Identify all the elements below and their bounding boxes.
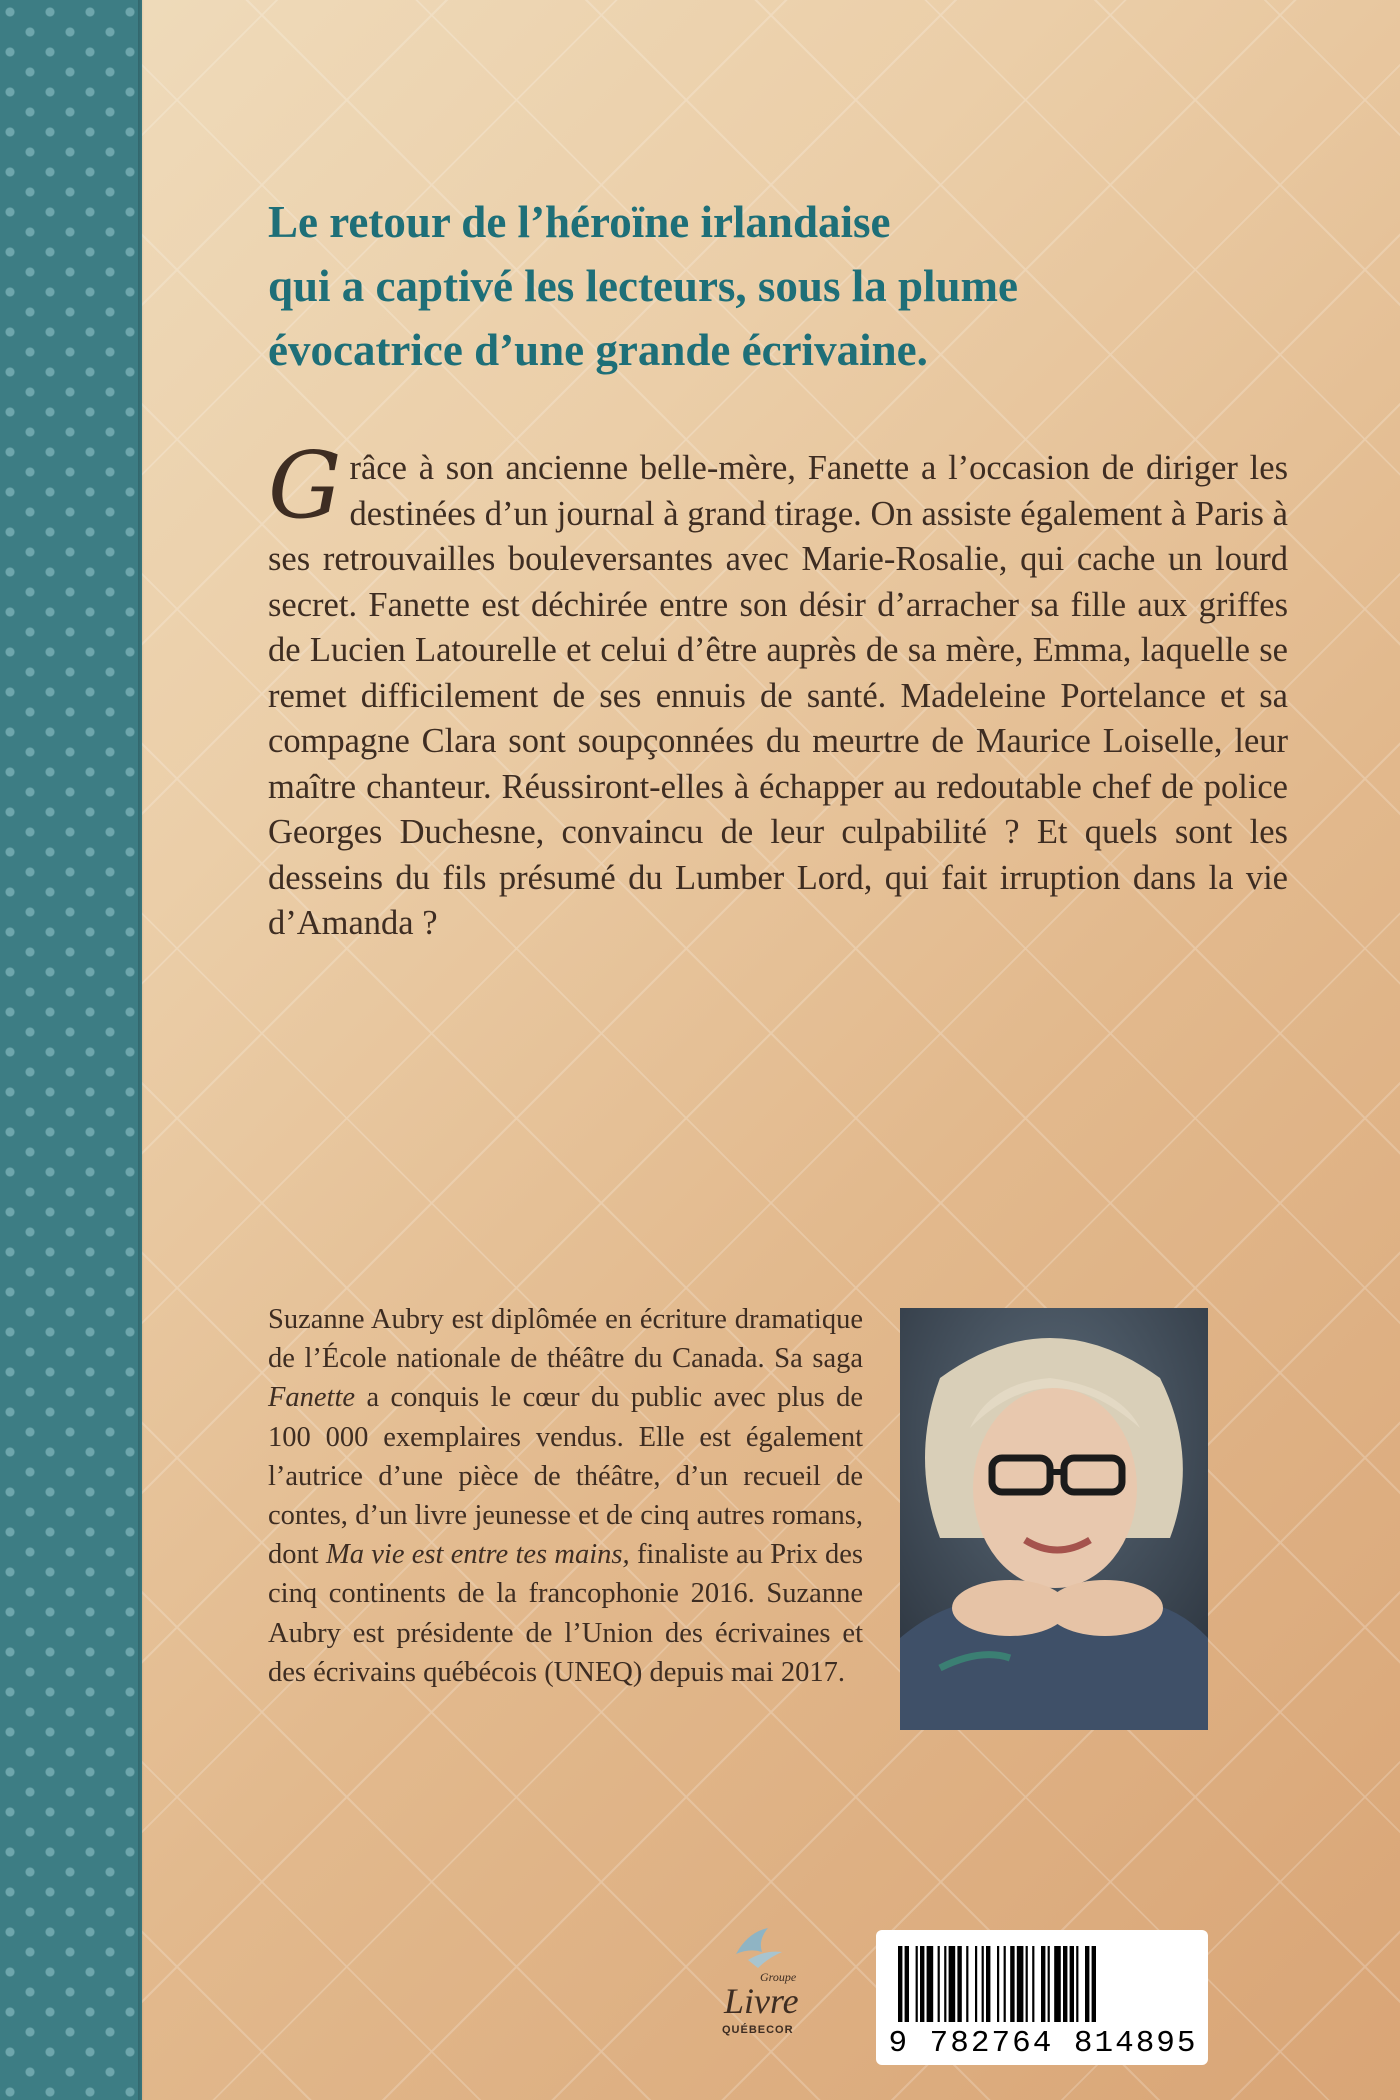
- barcode-bar: [975, 1946, 977, 2022]
- barcode-bar: [1092, 1946, 1096, 2022]
- bio-book-title-fanette: Fanette: [268, 1382, 356, 1414]
- barcode-bar: [938, 1946, 940, 2022]
- summary-dropcap: G: [268, 432, 342, 539]
- barcode-bar: [1010, 1946, 1014, 2022]
- strip-shadow-edge: [138, 0, 144, 2100]
- barcode-bar: [1032, 1946, 1034, 2022]
- publisher-logo: [698, 1924, 828, 2044]
- logo-livre-text: Livre: [724, 1981, 799, 2021]
- barcode-bar: [1048, 1946, 1050, 2022]
- bio-text-3: finaliste au Prix des cinq continents de la francophonie 2016. Suzanne Aubry est présidente de l’Union des écrivaines et des écrivains québécois (UNEQ) depuis mai 2017.: [268, 1539, 864, 1688]
- barcode-bar: [916, 1946, 918, 2022]
- barcode-bars: [898, 1946, 1188, 2022]
- teal-leaf-pattern-strip: [0, 0, 142, 2100]
- logo-quebecor-text: QUÉBECOR: [722, 2024, 794, 2036]
- logo-groupe-text: Groupe: [760, 1970, 797, 1984]
- author-photo: [900, 1308, 1208, 1730]
- barcode-bar: [997, 1946, 999, 2022]
- tagline-heading: [268, 190, 1288, 382]
- barcode-bar: [1085, 1946, 1089, 2022]
- bio-book-title-ma-vie: Ma vie est entre tes mains,: [325, 1539, 630, 1571]
- barcode-bar: [898, 1946, 902, 2022]
- barcode-bar: [986, 1946, 990, 2022]
- summary-paragraph: [268, 432, 1288, 947]
- barcode-bar: [982, 1946, 984, 2022]
- barcode-bar: [1063, 1946, 1067, 2022]
- barcode-bar: [1017, 1946, 1024, 2022]
- bird-icon: [728, 1924, 788, 1974]
- barcode-bar: [1004, 1946, 1006, 2022]
- tagline-line: évocatrice d’une grande écrivaine.: [268, 325, 928, 375]
- barcode-bar: [1041, 1946, 1045, 2022]
- barcode-bar: [944, 1946, 946, 2022]
- barcode-bar: [966, 1946, 968, 2022]
- bio-text-1: Suzanne Aubry est diplômée en écriture dramatique de l’École nationale de théâtre du Canada. Sa saga: [268, 1304, 863, 1375]
- barcode-bar: [905, 1946, 909, 2022]
- isbn-barcode: [876, 1930, 1208, 2065]
- barcode-bar: [920, 1946, 924, 2022]
- barcode-bar: [1070, 1946, 1074, 2022]
- bio-text-2: a conquis le cœur du public avec plus de 100 000 exemplaires vendus. Elle est également l’autrice d’une pièce de théâtre, d’un recueil de contes, d’un livre jeunesse et de cinq autres romans, dont: [268, 1382, 863, 1571]
- barcode-bar: [927, 1946, 934, 2022]
- barcode-bar: [1076, 1946, 1078, 2022]
- tagline-line: qui a captivé les lecteurs, sous la plume: [268, 261, 1018, 311]
- barcode-bar: [1054, 1946, 1061, 2022]
- summary-text: râce à son ancienne belle-mère, Fanette a l’occasion de diriger les destinées d’un journal à grand tirage. On assiste également à Paris à ses retrouvailles bouleversantes avec Marie-Rosalie, qui cache un lourd secret. Fanette est déchirée entre son désir d’arracher sa fille aux griffes de Lucien Latourelle et celui d’être auprès de sa mère, Emma, laquelle se remet difficilement de ses ennuis de santé. Madeleine Portelance et sa compagne Clara sont soupçonnées du meurtre de Maurice Loiselle, leur maître chanteur. Réussiront-elles à échapper au redoutable chef de police Georges Duchesne, convaincu de leur culpabilité ? Et quels sont les desseins du fils présumé du Lumber Lord, qui fait irruption dans la vie d’Amanda ?: [268, 449, 1288, 942]
- barcode-bar: [957, 1946, 961, 2022]
- author-bio: [268, 1300, 863, 1692]
- tagline-line: Le retour de l’héroïne irlandaise: [268, 197, 891, 247]
- barcode-bar: [949, 1946, 956, 2022]
- barcode-number: 9 782764 814895: [888, 2026, 1198, 2061]
- barcode-bar: [1026, 1946, 1028, 2022]
